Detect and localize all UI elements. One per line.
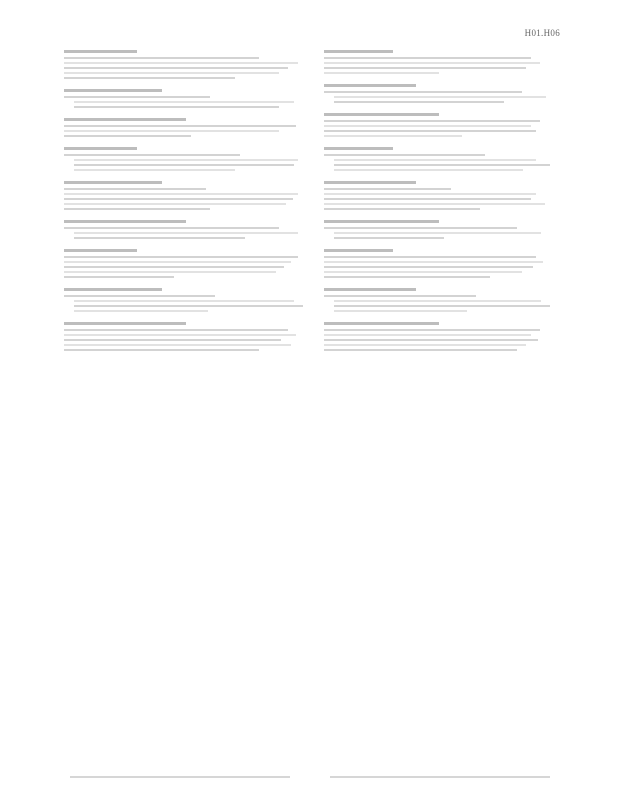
right-text-line <box>324 266 533 268</box>
right-text-line <box>334 310 467 312</box>
left-text-line <box>64 72 279 74</box>
right-text-line <box>324 227 517 229</box>
left-text-line <box>64 261 291 263</box>
right-text-line <box>324 339 538 341</box>
left-paragraph-heading <box>64 89 162 92</box>
left-text-line <box>64 62 298 64</box>
right-text-line <box>324 91 522 93</box>
left-paragraph-heading <box>64 118 186 121</box>
right-text-line <box>324 120 540 122</box>
left-text-line <box>74 159 298 161</box>
left-text-line <box>64 266 284 268</box>
right-text-line <box>324 62 540 64</box>
left-paragraph <box>64 322 308 351</box>
left-text-line <box>64 193 298 195</box>
right-paragraph-heading <box>324 84 416 87</box>
right-text-line <box>324 198 531 200</box>
left-text-line <box>74 310 208 312</box>
right-paragraph-heading <box>324 181 416 184</box>
right-text-line <box>324 329 540 331</box>
right-paragraph-heading <box>324 50 393 53</box>
right-paragraph <box>324 322 554 351</box>
left-text-line <box>64 130 279 132</box>
left-text-line <box>64 276 174 278</box>
left-text-line <box>74 232 298 234</box>
right-text-line <box>324 135 462 137</box>
left-text-line <box>74 164 294 166</box>
right-text-line <box>334 169 523 171</box>
left-paragraph <box>64 220 308 239</box>
left-paragraph-heading <box>64 249 137 252</box>
right-text-line <box>324 344 526 346</box>
left-text-line <box>64 188 206 190</box>
right-text-line <box>324 208 480 210</box>
left-text-line <box>64 125 296 127</box>
left-paragraph <box>64 118 308 137</box>
right-paragraph <box>324 181 554 210</box>
left-paragraph <box>64 50 308 79</box>
right-text-line <box>324 349 517 351</box>
right-text-line <box>324 130 536 132</box>
left-text-line <box>74 169 235 171</box>
header-code: H01.H06 <box>524 28 560 38</box>
right-paragraph <box>324 220 554 239</box>
right-text-line <box>324 256 536 258</box>
left-text-line <box>74 305 303 307</box>
left-text-line <box>64 198 293 200</box>
left-paragraph <box>64 181 308 210</box>
right-paragraph <box>324 50 554 74</box>
right-paragraph-heading <box>324 220 439 223</box>
left-text-line <box>74 106 279 108</box>
right-paragraph-heading <box>324 113 439 116</box>
left-text-line <box>64 208 210 210</box>
right-paragraph-heading <box>324 249 393 252</box>
left-text-line <box>64 77 235 79</box>
left-text-line <box>64 295 215 297</box>
left-paragraph-heading <box>64 322 186 325</box>
left-text-line <box>64 334 296 336</box>
right-text-line <box>324 154 485 156</box>
left-text-line <box>64 344 291 346</box>
right-text-line <box>324 57 531 59</box>
right-text-line <box>324 67 526 69</box>
right-text-line <box>334 232 541 234</box>
left-column <box>64 50 308 361</box>
left-text-line <box>64 329 288 331</box>
right-text-line <box>334 101 504 103</box>
left-paragraph <box>64 147 308 171</box>
right-text-line <box>324 203 545 205</box>
left-paragraph <box>64 249 308 278</box>
left-text-line <box>64 227 279 229</box>
right-text-line <box>334 305 550 307</box>
right-text-line <box>324 125 531 127</box>
footer-left <box>70 776 290 778</box>
right-text-line <box>324 188 451 190</box>
right-paragraph <box>324 249 554 278</box>
right-paragraph <box>324 288 554 312</box>
right-paragraph-heading <box>324 147 393 150</box>
right-paragraph <box>324 84 554 103</box>
right-paragraph-heading <box>324 322 439 325</box>
left-paragraph-heading <box>64 147 137 150</box>
right-text-line <box>324 261 543 263</box>
left-paragraph <box>64 288 308 312</box>
right-text-line <box>324 271 522 273</box>
right-text-line <box>324 72 439 74</box>
left-text-line <box>74 237 245 239</box>
right-text-line <box>334 96 546 98</box>
left-paragraph-heading <box>64 220 186 223</box>
left-text-line <box>64 271 276 273</box>
left-paragraph-heading <box>64 50 137 53</box>
left-text-line <box>64 57 259 59</box>
left-paragraph <box>64 89 308 108</box>
right-paragraph <box>324 113 554 137</box>
left-paragraph-heading <box>64 288 162 291</box>
right-text-line <box>334 159 536 161</box>
left-text-line <box>64 339 281 341</box>
right-column <box>324 50 554 361</box>
left-text-line <box>64 203 286 205</box>
right-text-line <box>324 295 476 297</box>
left-paragraph-heading <box>64 181 162 184</box>
right-text-line <box>334 237 444 239</box>
right-text-line <box>334 164 550 166</box>
right-text-line <box>324 276 490 278</box>
left-text-line <box>64 135 191 137</box>
left-text-line <box>74 101 294 103</box>
footer-right <box>330 776 550 778</box>
left-text-line <box>64 256 298 258</box>
right-text-line <box>334 300 541 302</box>
left-text-line <box>64 67 288 69</box>
left-text-line <box>64 96 210 98</box>
right-text-line <box>324 193 536 195</box>
left-text-line <box>64 349 259 351</box>
right-paragraph-heading <box>324 288 416 291</box>
right-text-line <box>324 334 531 336</box>
left-text-line <box>74 300 294 302</box>
left-text-line <box>64 154 240 156</box>
right-paragraph <box>324 147 554 171</box>
